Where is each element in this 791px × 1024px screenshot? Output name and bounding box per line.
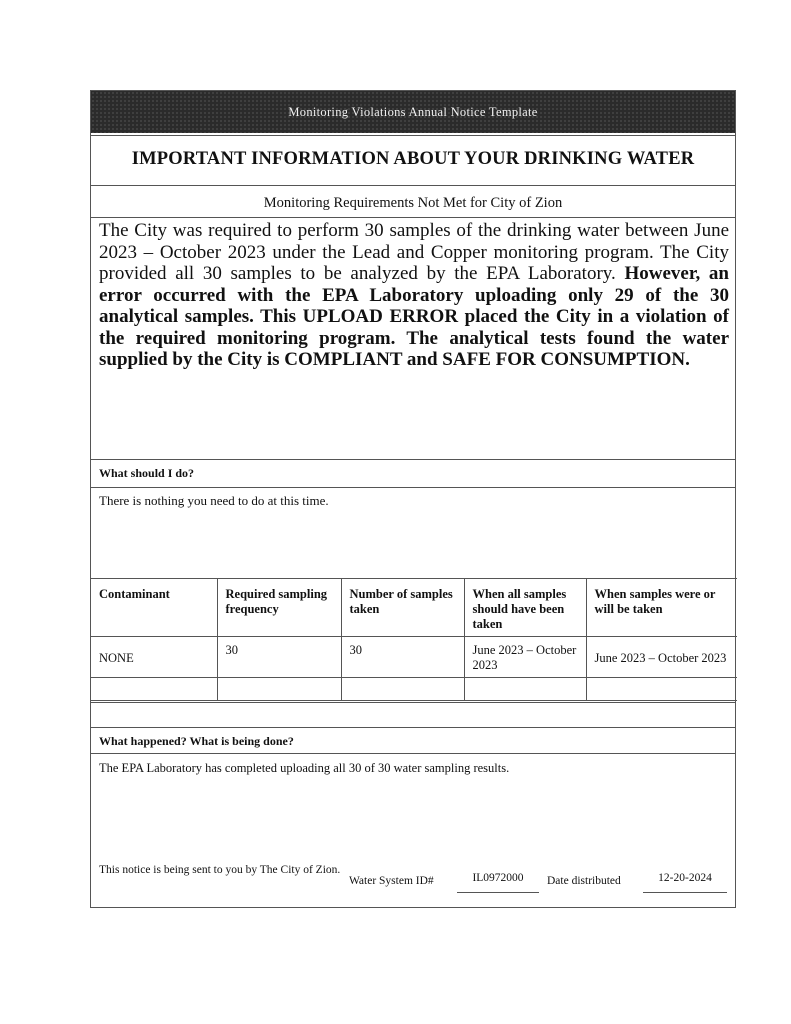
subtitle: Monitoring Requirements Not Met for City of Zion: [263, 195, 563, 211]
notice-body: [99, 220, 729, 371]
table-cell: [91, 678, 217, 701]
divider: [91, 135, 735, 136]
table-cell: June 2023 – October 2023: [586, 637, 737, 678]
divider: [91, 185, 735, 186]
divider: [91, 727, 735, 728]
template-banner-text: Monitoring Violations Annual Notice Template: [288, 104, 538, 119]
divider: [91, 702, 735, 703]
table-cell: NONE: [91, 637, 217, 678]
sampling-table: [91, 578, 737, 701]
date-value: 12-20-2024: [643, 867, 727, 893]
divider: [91, 217, 735, 218]
table-cell: [341, 678, 464, 701]
col-header-samples-taken: Number of samples taken: [341, 579, 464, 637]
what-happened-label: What happened? What is being done?: [99, 734, 294, 748]
col-header-contaminant: Contaminant: [91, 579, 217, 637]
table-cell: [217, 678, 341, 701]
what-happened-text: The EPA Laboratory has completed uploading all 30 of 30 water sampling results.: [99, 761, 510, 775]
table-cell: [464, 678, 586, 701]
col-header-frequency: Required sampling frequency: [217, 579, 341, 637]
table-header-row: [91, 579, 737, 637]
notice-form: [90, 90, 736, 908]
sent-by-text: This notice is being sent to you by The City of Zion.: [99, 864, 341, 876]
notice-body-bold: However, an error occurred with the EPA Laboratory uploading only 29 of the 30 analytical samples. This UPLOAD ERROR placed the City in a violation of the required monitoring program. The analytical tests found the water supplied by the City is COMPLIANT and SAFE FOR CONSUMPTION.: [99, 263, 730, 370]
table-cell: 30: [217, 637, 341, 678]
page-title: IMPORTANT INFORMATION ABOUT YOUR DRINKING WATER: [131, 149, 695, 169]
date-label: Date distributed: [547, 875, 621, 887]
what-to-do-label: What should I do?: [99, 466, 195, 480]
table-row: [91, 637, 737, 678]
system-id-value: IL0972000: [457, 867, 539, 893]
footer: [91, 861, 735, 901]
table-cell: June 2023 – October 2023: [464, 637, 586, 678]
col-header-will-be-taken: When samples were or will be taken: [586, 579, 737, 637]
table-cell: [586, 678, 737, 701]
what-to-do-text: There is nothing you need to do at this time.: [99, 493, 329, 508]
divider: [91, 459, 735, 460]
divider: [91, 753, 735, 754]
divider: [91, 487, 735, 488]
table-cell: 30: [341, 637, 464, 678]
table-row: [91, 678, 737, 701]
col-header-should-have-been-taken: When all samples should have been taken: [464, 579, 586, 637]
notice-body-normal: The City was required to perform 30 samples of the drinking water between June 2023 – October 2023 under the Lead and Copper monitoring program. The City provided all 30 samples to be analyzed by the EPA Laboratory.: [99, 220, 729, 284]
system-id-label: Water System ID#: [349, 875, 434, 887]
template-banner: [91, 91, 735, 133]
